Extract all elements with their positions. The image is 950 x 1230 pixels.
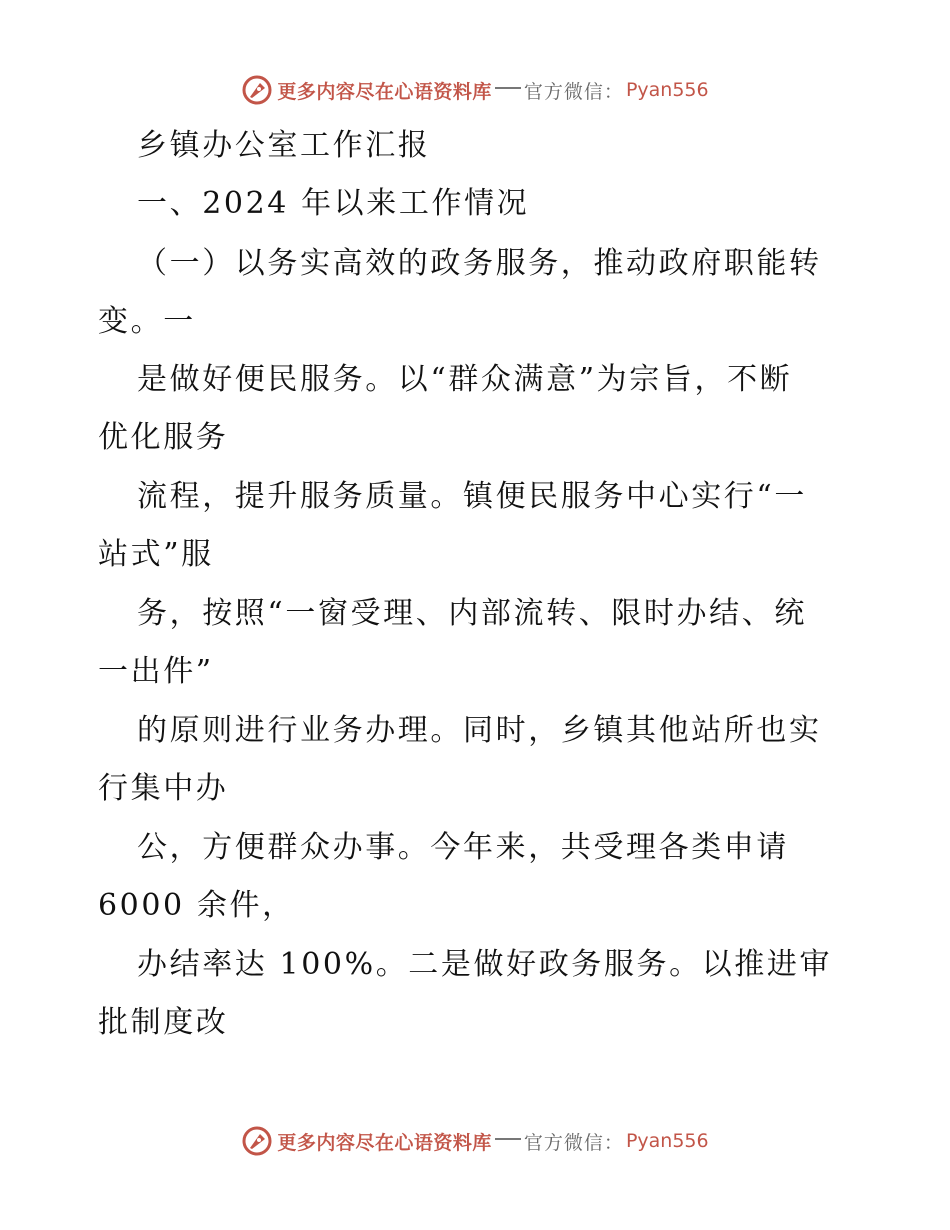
watermark-contact-label: 官方微信：: [523, 80, 624, 103]
watermark-contact-id: Pyan556: [625, 1130, 709, 1152]
paragraph-line: （一）以务实高效的政务服务，推动政府职能转: [137, 246, 822, 281]
watermark-divider: [495, 87, 521, 89]
document-title: 乡镇办公室工作汇报: [137, 128, 431, 163]
paragraph-line: 行集中办: [98, 771, 229, 806]
paragraph-line: 是做好便民服务。以“群众满意”为宗旨，不断: [137, 362, 793, 397]
watermark-divider: [495, 1138, 521, 1140]
section-heading: 一、2024 年以来工作情况: [137, 186, 530, 221]
watermark-contact-id: Pyan556: [625, 79, 709, 101]
paragraph-line: 办结率达 100%。二是做好政务服务。以推进审: [137, 947, 833, 982]
paragraph-line: 站式”服: [98, 537, 214, 572]
paragraph-line: 一出件”: [98, 654, 214, 689]
paragraph-line: 优化服务: [98, 420, 229, 455]
watermark-site-text: 更多内容尽在心语资料库: [277, 80, 492, 103]
paragraph-line: 变。一: [98, 304, 196, 339]
watermark-contact-label: 官方微信：: [523, 1131, 624, 1154]
paragraph-line: 公，方便群众办事。今年来，共受理各类申请: [137, 830, 789, 865]
pen-nib-logo-icon: [241, 74, 273, 106]
header-watermark: [0, 72, 950, 108]
pen-nib-logo-icon: [241, 1125, 273, 1157]
paragraph-line: 务，按照“一窗受理、内部流转、限时办结、统: [137, 596, 807, 631]
paragraph-line: 的原则进行业务办理。同时，乡镇其他站所也实: [137, 713, 822, 748]
paragraph-line: 批制度改: [98, 1005, 229, 1040]
footer-watermark: [0, 1123, 950, 1159]
watermark-site-text: 更多内容尽在心语资料库: [277, 1131, 492, 1154]
paragraph-line: 6000 余件，: [98, 888, 295, 923]
paragraph-line: 流程，提升服务质量。镇便民服务中心实行“一: [137, 479, 807, 514]
